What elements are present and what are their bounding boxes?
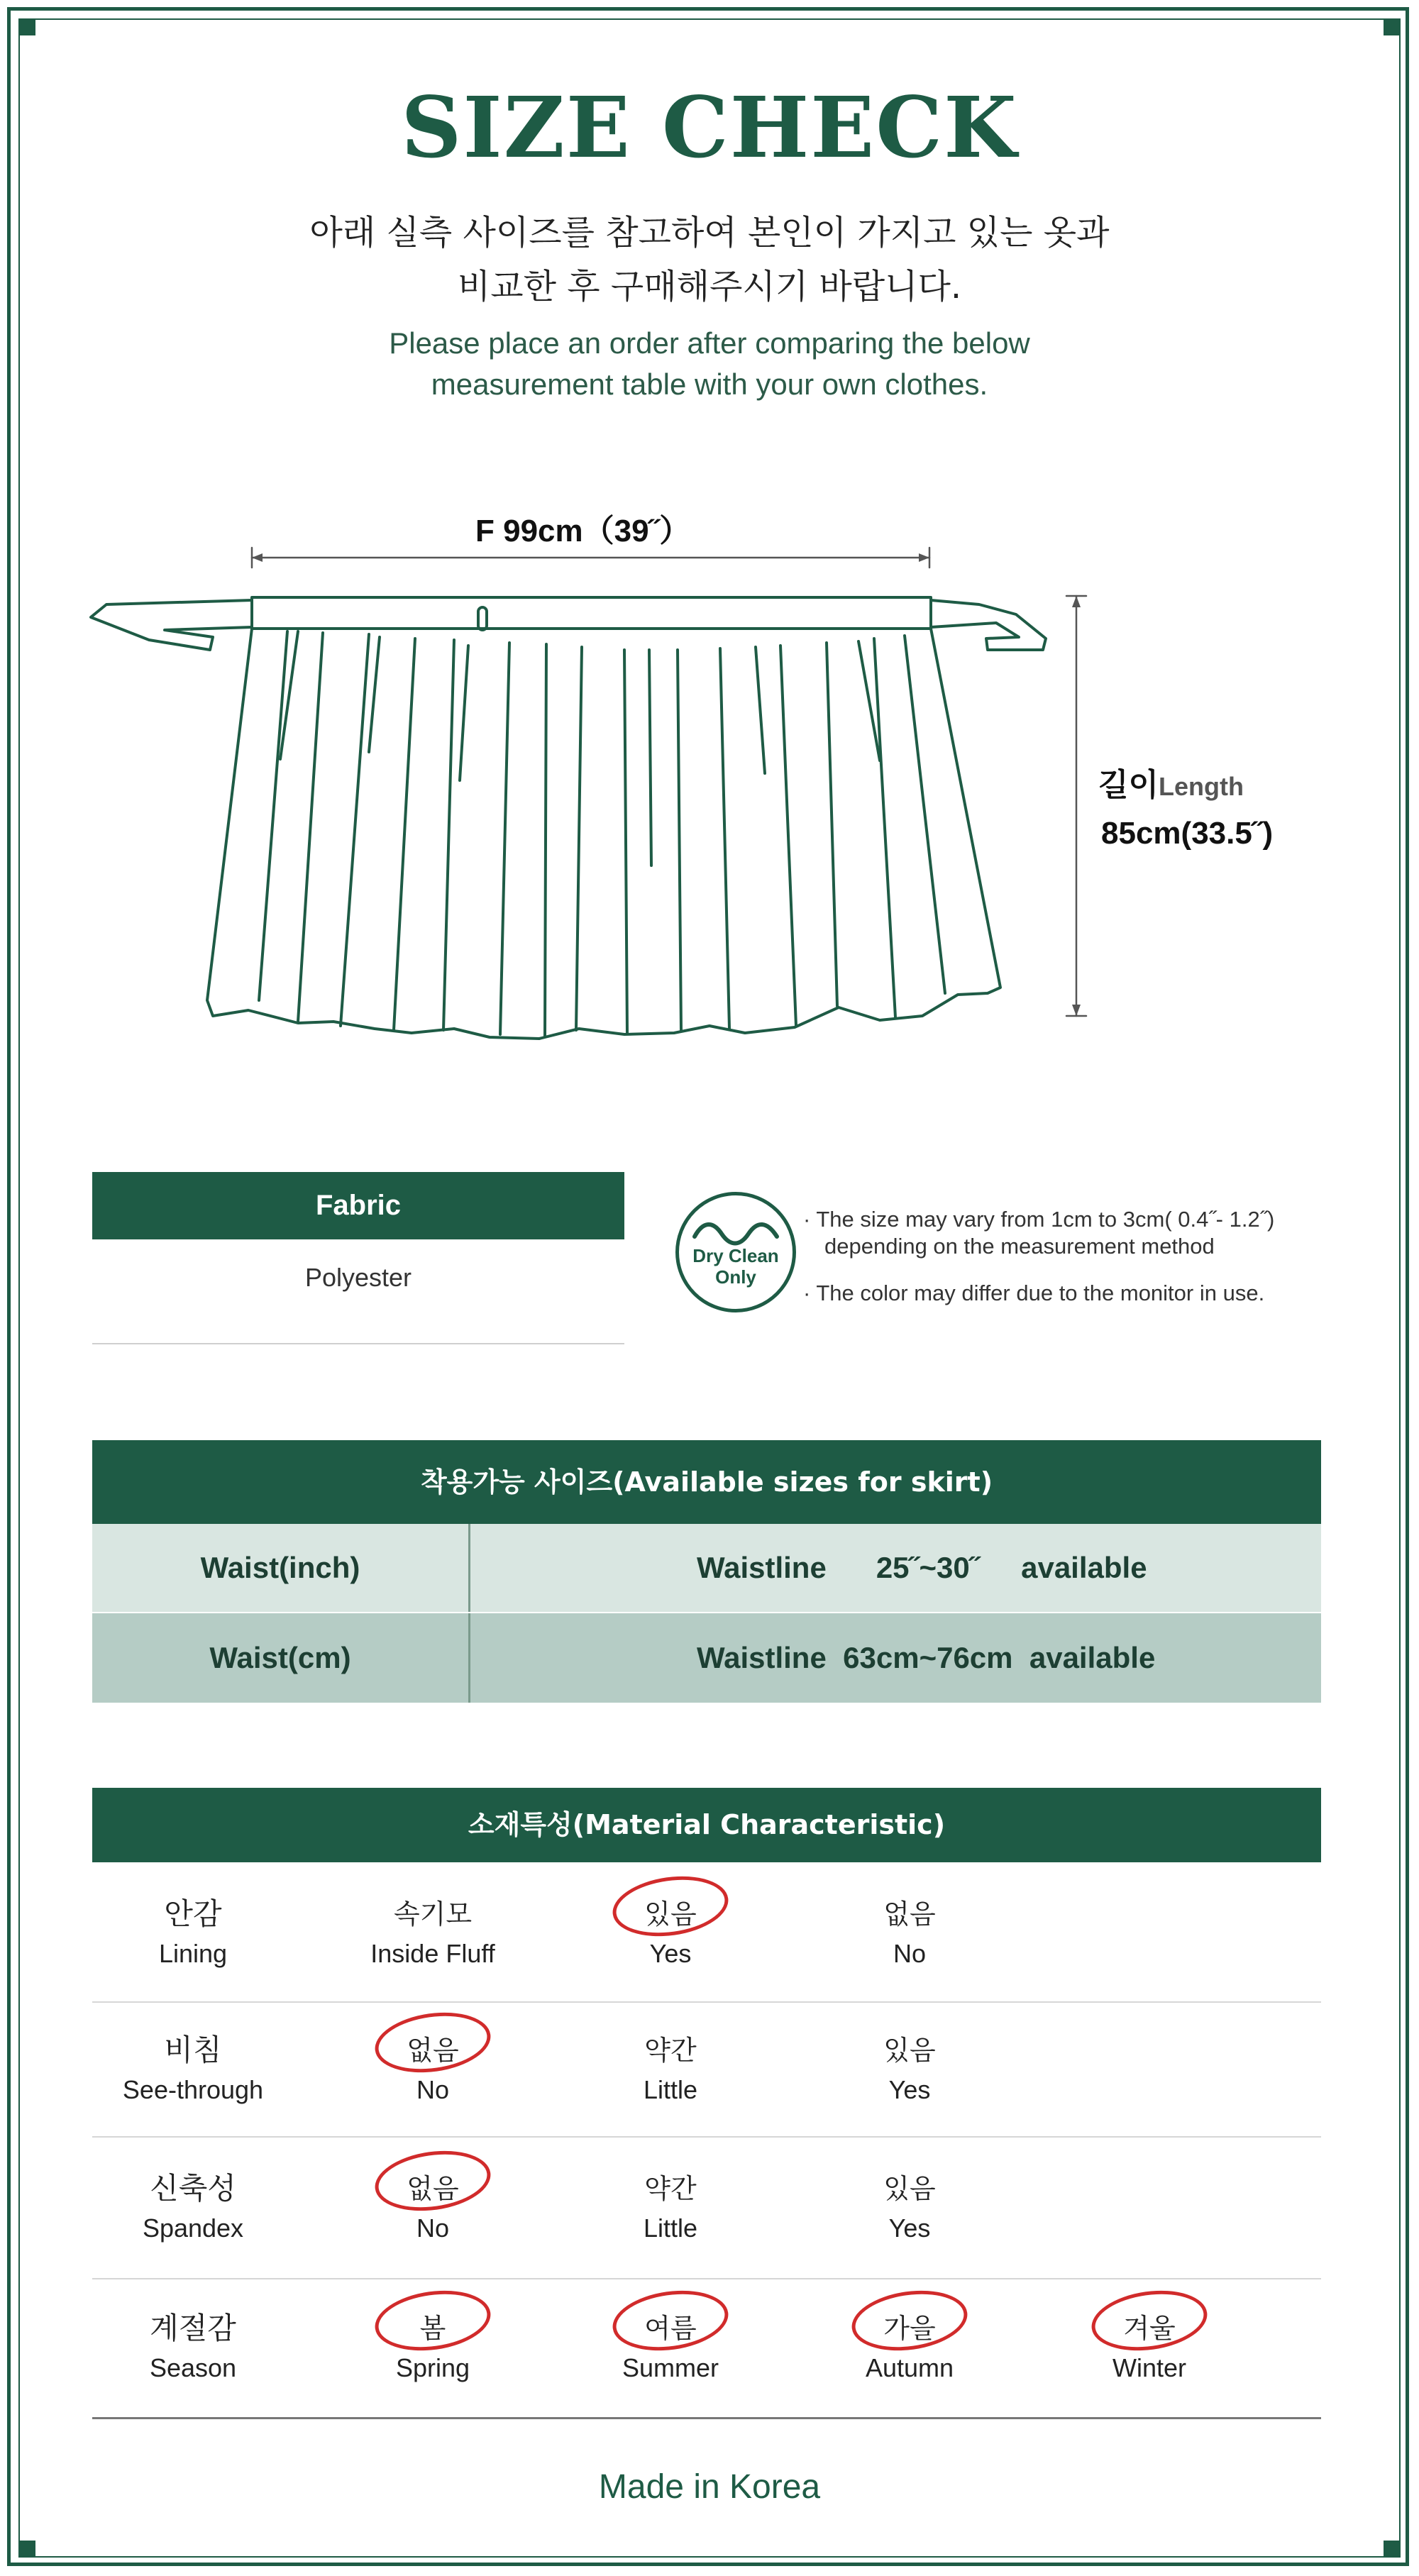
intro-korean-line: 비교한 후 구매해주시기 바랍니다. <box>457 267 962 306</box>
dry-clean-icon <box>675 1192 796 1312</box>
corner-mark <box>1384 2541 1399 2556</box>
size-row-label: Waist(inch) <box>200 1551 360 1584</box>
size-row <box>92 1613 1321 1703</box>
intro-english-line: measurement table with your own clothes. <box>431 367 988 401</box>
corner-mark <box>20 2541 35 2556</box>
material-option-kr: 약간 <box>644 2035 697 2066</box>
intro-korean-line: 아래 실측 사이즈를 참고하여 본인이 가지고 있는 옷과 <box>309 213 1110 253</box>
size-row-label: Waist(cm) <box>209 1641 351 1674</box>
right-tie <box>931 600 1046 650</box>
width-label: F 99cm（39˝） <box>475 514 691 548</box>
length-label-en: Length <box>1159 772 1244 801</box>
length-value: 85cm(33.5˝) <box>1101 816 1274 851</box>
material-attribute-en: See-through <box>122 2075 264 2104</box>
material-row <box>92 2279 1321 2417</box>
material-attribute-en: Lining <box>158 1938 228 1968</box>
material-option <box>564 2167 777 2247</box>
material-option-kr: 있음 <box>644 1898 697 1930</box>
material-option <box>326 1893 539 1972</box>
intro-english-line: Please place an order after comparing the below <box>389 326 1030 360</box>
material-option <box>803 1893 1016 1972</box>
sizes-header: 착용가능 사이즈(Available sizes for skirt) <box>92 1440 1321 1524</box>
skirt-diagram <box>0 0 1419 1064</box>
dry-clean-text <box>679 1245 793 1288</box>
size-row <box>92 1524 1321 1612</box>
material-attribute <box>87 2029 299 2108</box>
material-attribute <box>87 2307 299 2387</box>
material-option-en: Yes <box>649 1938 692 1968</box>
size-row-value: Waistline 25˝~30˝ available <box>697 1551 1147 1584</box>
material-option-en: Yes <box>888 2075 931 2104</box>
material-option-en: Yes <box>888 2213 931 2243</box>
material-option <box>803 2167 1016 2247</box>
page-title: SIZE CHECK <box>401 78 1018 177</box>
material-attribute-en: Spandex <box>142 2213 244 2243</box>
material-option-kr: 속기모 <box>393 1898 473 1930</box>
material-option-en: No <box>893 1938 927 1968</box>
material-row <box>92 2138 1321 2279</box>
length-label <box>1098 759 1244 805</box>
fabric-header: Fabric <box>92 1172 624 1239</box>
material-option-en: Inside Fluff <box>370 1938 495 1968</box>
material-attribute-kr: 신축성 <box>150 2171 236 2206</box>
material-option-kr: 없음 <box>407 2035 459 2066</box>
material-option-kr: 가을 <box>883 2313 936 2344</box>
divider <box>92 2417 1321 2419</box>
material-attribute-kr: 비침 <box>164 2033 222 2067</box>
waistband <box>252 597 931 629</box>
material-header: 소재특성(Material Characteristic) <box>92 1788 1321 1862</box>
skirt-body <box>207 629 1000 1039</box>
material-option-en: Little <box>643 2213 698 2243</box>
color-note: · The color may differ due to the monitor in use. <box>803 1281 1265 1305</box>
material-option-en: Autumn <box>865 2353 954 2382</box>
material-option-en: No <box>416 2075 450 2104</box>
material-option-en: Summer <box>622 2353 719 2382</box>
material-option-en: No <box>416 2213 450 2243</box>
material-attribute <box>87 1893 299 1972</box>
material-option-kr: 봄 <box>419 2313 446 2344</box>
material-attribute-kr: 안감 <box>164 1896 222 1931</box>
left-tie <box>91 600 252 650</box>
material-option-en: Spring <box>395 2353 470 2382</box>
length-label-kr: 길이 <box>1098 768 1159 802</box>
material-option-kr: 있음 <box>883 2173 936 2204</box>
material-option <box>803 2029 1016 2108</box>
material-option <box>564 2029 777 2108</box>
material-option-kr: 약간 <box>644 2173 697 2204</box>
material-row <box>92 1864 1321 2003</box>
made-in-label: Made in Korea <box>598 2468 821 2506</box>
material-row <box>92 2003 1321 2138</box>
material-option-kr: 여름 <box>644 2313 697 2344</box>
fabric-value: Polyester <box>304 1263 412 1292</box>
material-attribute-kr: 계절감 <box>150 2311 236 2345</box>
material-option-kr: 없음 <box>407 2173 459 2204</box>
size-note-continued: depending on the measurement method <box>824 1234 1215 1259</box>
dry-clean-line: Dry Clean <box>692 1245 779 1266</box>
material-option-en: Winter <box>1112 2353 1186 2382</box>
material-attribute <box>87 2167 299 2247</box>
material-option-kr: 없음 <box>883 1898 936 1930</box>
material-option-kr: 겨울 <box>1123 2313 1176 2344</box>
material-option-en: Little <box>643 2075 698 2104</box>
size-note: · The size may vary from 1cm to 3cm( 0.4˝- 1.2˝) <box>803 1207 1275 1232</box>
dry-clean-line: Only <box>715 1266 756 1288</box>
divider <box>92 1343 624 1344</box>
material-option-kr: 있음 <box>883 2035 936 2066</box>
size-row-value: Waistline 63cm~76cm available <box>697 1641 1156 1674</box>
material-attribute-en: Season <box>149 2353 237 2382</box>
